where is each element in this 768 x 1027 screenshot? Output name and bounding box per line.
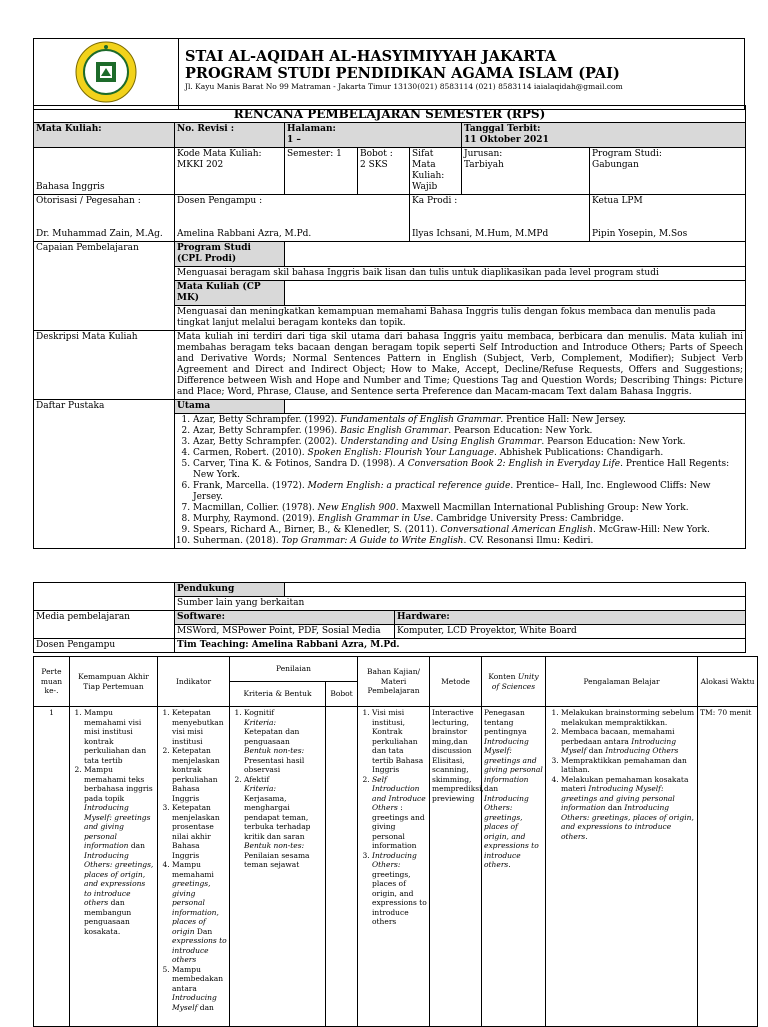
halaman-cell: [285, 123, 462, 148]
tanggal-value: 11 Oktober 2021: [464, 135, 549, 145]
pustaka-item: [193, 503, 743, 514]
pustaka-author: Carmen, Robert. (2010).: [193, 448, 308, 458]
col-kemampuan: Kemampuan Akhir Tiap Pertemuan: [70, 657, 158, 707]
pustaka-publisher: . Pearson Education: New York.: [448, 426, 593, 436]
cpl-label-line2: (CPL Prodi): [177, 254, 237, 264]
pustaka-title: Modern English: a practical reference guide: [307, 481, 511, 491]
col-konten-italic: Unity of Sciences: [491, 672, 539, 691]
pustaka-title: Understanding and Using English Grammar: [340, 437, 542, 447]
row1-kemampuan: 1. Mampu memahami visi misi institusi kontrak perkuliahan dan tata tertib 2. Mampu memahami teks berbahasa inggris pada topik Introducing Myself: greetings and giving personal information dan Introducing Others: greetings, places of origin, and expressions to introduce others dan membangun penguasaan kosakata.: [70, 707, 158, 1027]
pustaka-item: [193, 448, 743, 459]
deskripsi-text: Mata kuliah ini terdiri dari tiga skil utama dari bahasa Inggris yaitu membaca, berbicara dan menulis. Mata kuliah ini membahas beragam teks bacaan dengan beragam topik seperti Self Introduction and Introduce Others; Parts of Speech and Derivative Words; Normal Sentences Pattern in English (Subject, Verb, Complement, Modifier); Subject Verb Agreement and Direct and Indirect Object; How to Make, Accept, Decline/Refuse Requests, Offers and Suggestions; Difference between Wish and Hope and Number and Time; Questions Tag and Question Words; Describing Things: Picture and Place; Word, Phrase, Clause, and Sentence serta Preference dan Macam-macam Text dalam Bahasa Inggris.: [175, 331, 746, 400]
pustaka-item: [193, 415, 743, 426]
cpl-text: Menguasai beragam skil bahasa Inggris baik lisan dan tulis untuk diaplikasikan pada level program studi: [175, 267, 746, 281]
tanggal-label: Tanggal Terbit:: [464, 124, 541, 134]
pendukung-label: Pendukung: [175, 583, 285, 597]
bobot-label: Bobot :: [360, 149, 393, 159]
jurusan-label: Jurusan:: [464, 149, 503, 159]
cpmk-empty: [285, 281, 746, 306]
rps-info-table: [33, 105, 746, 549]
software-label: Software:: [175, 611, 395, 625]
lpm-label: Ketua LPM: [592, 196, 643, 206]
media-label: Media pembelajaran: [34, 611, 175, 639]
col-konten: [482, 657, 546, 707]
dosen-name: Amelina Rabbani Azra, M.Pd.: [177, 229, 312, 239]
row1-alokasi: TM: 70 menit: [698, 707, 758, 1027]
hardware-value: Komputer, LCD Proyektor, White Board: [395, 625, 746, 639]
pustaka-publisher: . Prentice Hall Regents: New York.: [193, 459, 730, 480]
pustaka-publisher: . Cambridge University Press: Cambridge.: [430, 514, 624, 524]
pustaka-item: [193, 525, 743, 536]
capaian-label: Capaian Pembelajaran: [34, 242, 175, 331]
row1-kriteria: 1. Kognitif Kriteria: Ketepatan dan penguasaan Bentuk non-tes: Presentasi hasil observasi 2. Afektif Kriteria: Kerjasama, menghargai pendapat teman, terbuka terhadap kritik dan saran Bentuk non-tes: Penilaian sesama teman sejawat: [230, 707, 326, 1027]
pustaka-publisher: . Prentice– Hall, Inc. Englewood Cliffs: New Jersey.: [193, 481, 711, 502]
semester-label: Semester:: [287, 149, 334, 159]
pustaka-list-cell: [175, 414, 746, 549]
col-metode: Metode: [430, 657, 482, 707]
dosen-pengampu-label: Dosen Pengampu: [34, 639, 175, 653]
document-title: RENCANA PEMBELAJARAN SEMESTER (RPS): [34, 106, 746, 123]
col-bahan: Bahan Kajian/ Materi Pembelajaran: [358, 657, 430, 707]
pendukung-empty: [34, 583, 175, 611]
col-penilaian: Penilaian: [230, 657, 358, 682]
pustaka-author: Murphy, Raymond. (2019).: [193, 514, 318, 524]
pustaka-title: Conversational American English: [440, 525, 593, 535]
bobot-cell: [358, 148, 410, 195]
kode-label: Kode Mata Kuliah:: [177, 149, 262, 159]
utama-empty: [285, 400, 746, 414]
cpl-empty: [285, 242, 746, 267]
pustaka-item: [193, 426, 743, 437]
pustaka-title: Top Grammar: A Guide to Write English: [281, 536, 464, 546]
dosen-pengampu-value: Tim Teaching: Amelina Rabbani Azra, M.Pd.: [175, 639, 746, 653]
col-pertemuan: Perte muan ke-.: [34, 657, 70, 707]
row1-no: 1: [34, 707, 70, 1027]
row1-pengalaman: 1. Melakukan brainstorming sebelum melakukan mempraktikkan. 2. Membaca bacaan, memahami perbedaan antara Introducing Myself dan Introducing Others 3. Mempraktikkan pemahaman dan latihan. 4. Melakukan pemahaman kosakata materi Introducing Myself: greetings and giving personal information dan Introducing Others: greetings, places of origin, and expressions to introduce others.: [546, 707, 698, 1027]
rps-header-table: [33, 38, 745, 110]
sifat-value: Kuliah: Wajib: [412, 171, 445, 192]
pustaka-title: A Conversation Book 2: English in Everyday Life: [398, 459, 621, 469]
cpl-label-line1: Program Studi: [177, 243, 251, 253]
pustaka-author: Carver, Tina K. & Fotinos, Sandra D. (1998).: [193, 459, 399, 469]
jurusan-value: Tarbiyah: [464, 160, 504, 170]
cpmk-text: Menguasai dan meningkatkan kemampuan memahami Bahasa Inggris tulis dengan fokus membaca dan menulis pada tingkat lanjut melalui beragam konteks dan topik.: [175, 306, 746, 331]
pustaka-publisher: . Maxwell Macmillan International Publishing Group: New York.: [395, 503, 689, 513]
otorisasi-label: Otorisasi / Pegesahan :: [36, 196, 141, 206]
institution-name: STAI AL-AQIDAH AL-HASYIMIYYAH JAKARTA: [185, 48, 557, 65]
row1-bobot: [326, 707, 358, 1027]
pustaka-author: Azar, Betty Schrampfer. (1992).: [193, 415, 341, 425]
pustaka-title: Fundamentals of English Grammar: [340, 415, 501, 425]
pustaka-list: [177, 415, 743, 547]
sifat-label: Sifat Mata: [412, 149, 436, 170]
pustaka-author: Azar, Betty Schrampfer. (2002).: [193, 437, 341, 447]
hardware-label: Hardware:: [395, 611, 746, 625]
revisi-label: No. Revisi :: [175, 123, 285, 148]
software-value: MSWord, MSPower Point, PDF, Sosial Media: [175, 625, 395, 639]
pustaka-publisher: . Abhishek Publications: Chandigarh.: [493, 448, 664, 458]
institution-logo: [74, 40, 138, 104]
lpm-cell: [590, 195, 746, 242]
rps-support-table: [33, 582, 746, 653]
pustaka-item: [193, 437, 743, 448]
logo-cell: [34, 39, 179, 110]
pustaka-author: Spears, Richard A., Birner, B., & Klenedler, S. (2011).: [193, 525, 441, 535]
kaprodi-cell: [410, 195, 590, 242]
pustaka-publisher: . Prentice Hall: New Jersey.: [500, 415, 626, 425]
kaprodi-label: Ka Prodi :: [412, 196, 458, 206]
pustaka-title: Basic English Grammar: [340, 426, 449, 436]
pustaka-item: [193, 514, 743, 525]
semester-cell: [285, 148, 358, 195]
pustaka-title: English Grammar in Use: [317, 514, 431, 524]
otorisasi-cell: [34, 195, 175, 242]
utama-label: Utama: [175, 400, 285, 414]
sifat-cell: [410, 148, 462, 195]
cpl-label-cell: [175, 242, 285, 267]
row1-bahan: 1. Visi misi institusi, Kontrak perkuliahan dan tata tertib Bahasa Inggris 2. Self Introduction and Introduce Others : greetings and giving personal information 3. Introducing Others: greetings, places of origin, and expressions to introduce others: [358, 707, 430, 1027]
dosen-label: Dosen Pengampu :: [177, 196, 263, 206]
col-indikator: Indikator: [158, 657, 230, 707]
pustaka-item: [193, 459, 743, 481]
prodi-cell: [590, 148, 746, 195]
pustaka-author: Suherman. (2018).: [193, 536, 282, 546]
kode-cell: [175, 148, 285, 195]
kaprodi-name: Ilyas Ichsani, M.Hum, M.MPd: [412, 229, 549, 239]
col-bobot: Bobot: [326, 682, 358, 707]
halaman-value: 1 –: [287, 135, 301, 145]
col-pengalaman: Pengalaman Belajar: [546, 657, 698, 707]
col-alokasi: Alokasi Waktu: [698, 657, 758, 707]
pustaka-label: Daftar Pustaka: [34, 400, 175, 549]
pustaka-item: [193, 481, 743, 503]
prodi-label: Program Studi:: [592, 149, 662, 159]
pendukung-empty-right: [285, 583, 746, 597]
row1-konten: Penegasan tentang pentingnya Introducing Myself: greetings and giving personal information dan Introducing Others: greetings, places of origin, and expressions to introduce others.: [482, 707, 546, 1027]
semester-value: 1: [336, 149, 342, 159]
sumber-text: Sumber lain yang berkaitan: [175, 597, 746, 611]
pustaka-title: Spoken English: Flourish Your Language: [307, 448, 494, 458]
matakuliah-label: Mata Kuliah:: [34, 123, 175, 148]
header-text-cell: [179, 39, 745, 110]
lpm-name: Pipin Yosepin, M.Sos: [592, 229, 688, 239]
jurusan-cell: [462, 148, 590, 195]
bobot-value: 2 SKS: [360, 160, 388, 170]
matakuliah-value: Bahasa Inggris: [34, 148, 175, 195]
pustaka-author: Frank, Marcella. (1972).: [193, 481, 308, 491]
otorisasi-name: Dr. Muhammad Zain, M.Ag.: [36, 229, 163, 239]
cpmk-label: Mata Kuliah (CP MK): [175, 281, 285, 306]
row1-metode: Interactive lecturing, brainstor ming,dan discussion Elisitasi, scanning, skimming, memprediksi, previewing: [430, 707, 482, 1027]
program-name: PROGRAM STUDI PENDIDIKAN AGAMA ISLAM (PAI): [185, 65, 620, 82]
pustaka-publisher: . McGraw-Hill: New York.: [592, 525, 710, 535]
institution-address: Jl. Kayu Manis Barat No 99 Matraman - Jakarta Timur 13130(021) 8583114 (021) 8583114 iaialaqidah@gmail.com: [185, 82, 623, 91]
pustaka-item: [193, 536, 743, 547]
pustaka-publisher: . Pearson Education: New York.: [541, 437, 686, 447]
deskripsi-label: Deskripsi Mata Kuliah: [34, 331, 175, 400]
col-konten-label: Konten: [488, 672, 518, 681]
prodi-value: Gabungan: [592, 160, 639, 170]
plan-table: [33, 656, 758, 1027]
pustaka-publisher: . CV. Resonansi Ilmu: Kediri.: [463, 536, 594, 546]
pustaka-author: Macmillan, Collier. (1978).: [193, 503, 318, 513]
tanggal-cell: [462, 123, 746, 148]
kode-value: MKKI 202: [177, 160, 224, 170]
pustaka-title: New English 900: [317, 503, 396, 513]
dosen-cell: [175, 195, 410, 242]
row1-indikator: 1. Ketepatan menyebutkan visi misi institusi 2. Ketepatan menjelaskan kontrak perkuliahan Bahasa Inggris 3. Ketepatan menjelaskan prosentase nilai akhir Bahasa Inggris 4. Mampu memahami greetings, giving personal information, places of origin Dan expressions to introduce others 5. Mampu membedakan antara Introducing Myself dan: [158, 707, 230, 1027]
pustaka-author: Azar, Betty Schrampfer. (1996).: [193, 426, 341, 436]
col-kriteria: Kriteria & Bentuk: [230, 682, 326, 707]
halaman-label: Halaman:: [287, 124, 336, 134]
